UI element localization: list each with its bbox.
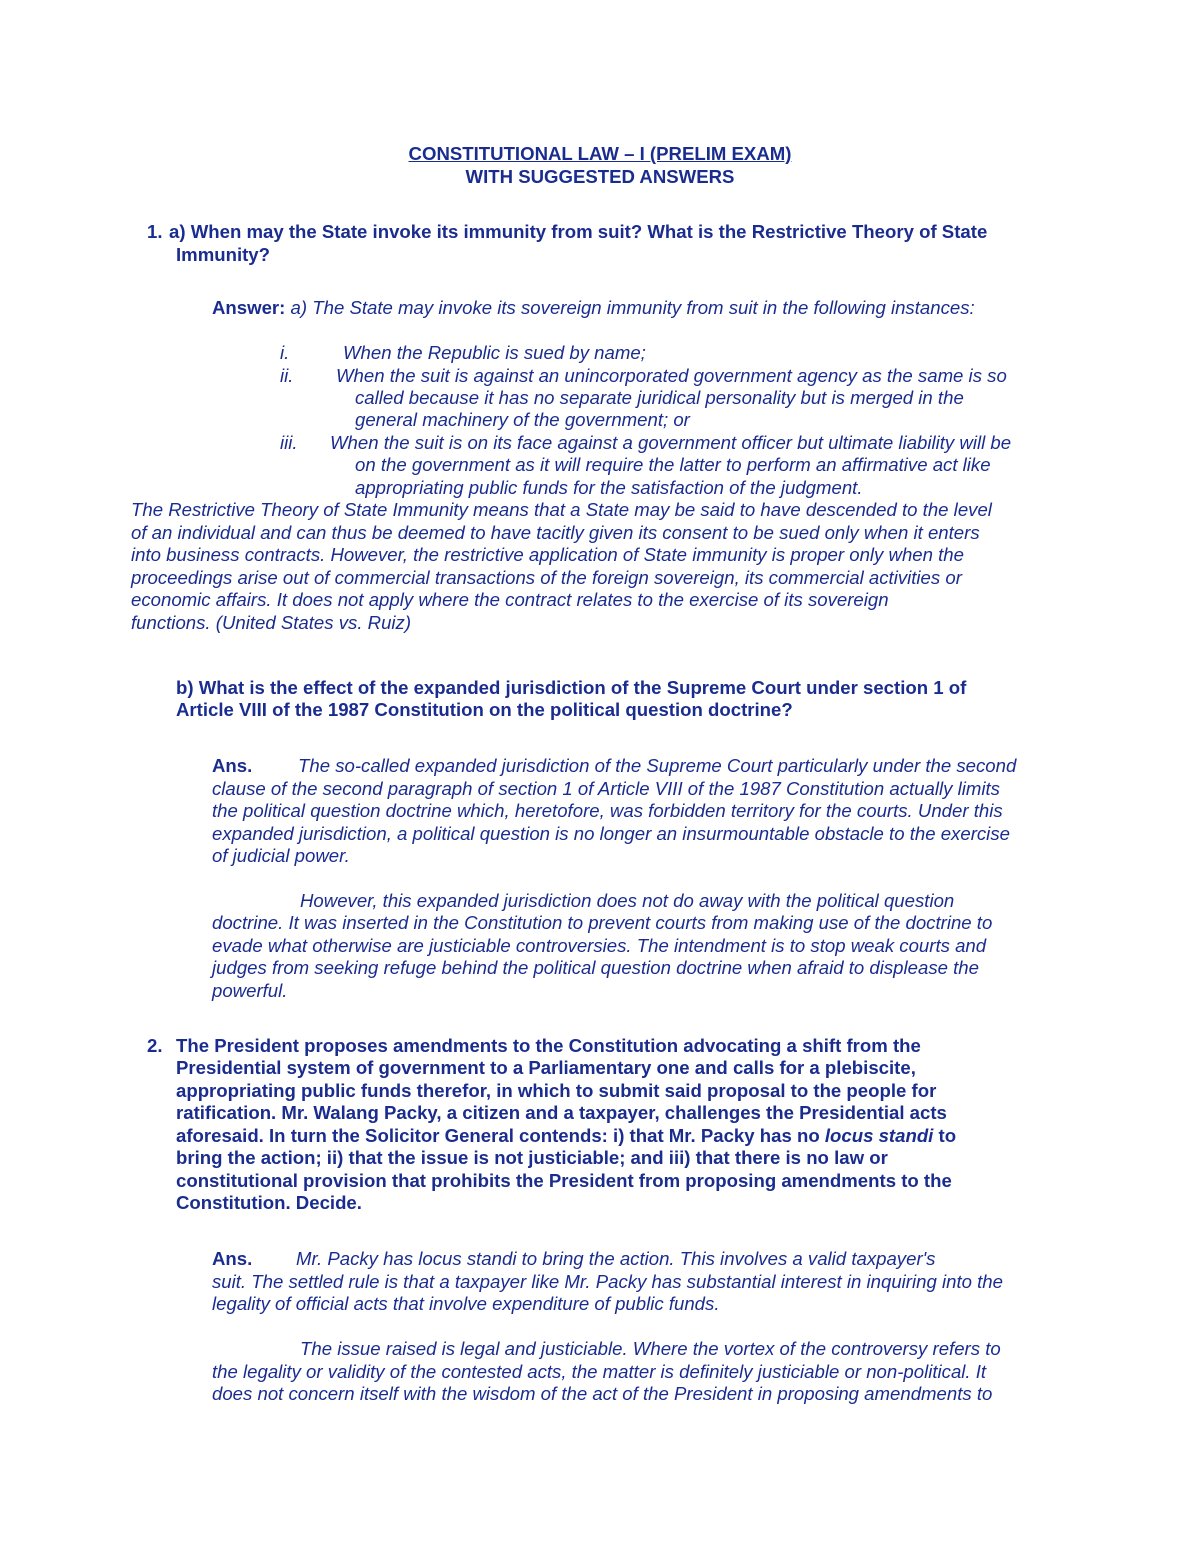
- answer-1b-p2-line-3: evade what otherwise are justiciable controversies. The intendment is to stop weak courts and: [212, 935, 987, 956]
- question-1a-line-2: Immunity?: [176, 244, 271, 265]
- answer-letter: a): [290, 297, 308, 318]
- answer-1a-intro: [212, 297, 975, 319]
- answer-1b-p2-line-1: However, this expanded jurisdiction does not do away with the political question: [300, 890, 955, 911]
- question-2-line-3: appropriating public funds therefor, in which to submit said proposal to the people for: [176, 1080, 937, 1101]
- document-title: CONSTITUTIONAL LAW – I (PRELIM EXAM): [408, 143, 792, 164]
- question-2-line-5-end: to: [933, 1125, 957, 1146]
- question-1b-line-2: Article VIII of the 1987 Constitution on the political question doctrine?: [176, 699, 793, 720]
- answer-2-p2-line-2: the legality or validity of the contested acts, the matter is definitely justiciable or non-political. It: [212, 1361, 987, 1382]
- question-1a-line-1: a) When may the State invoke its immunity from suit? What is the Restrictive Theory of State: [169, 221, 988, 242]
- question-2-line-6: bring the action; ii) that the issue is not justiciable; and iii) that there is no law or: [176, 1147, 888, 1168]
- document-subtitle: WITH SUGGESTED ANSWERS: [465, 166, 735, 187]
- question-2-line-5-text: aforesaid. In turn the Solicitor General contends: i) that Mr. Packy has no: [176, 1125, 825, 1146]
- restrictive-theory-line-1: The Restrictive Theory of State Immunity means that a State may be said to have descended to the level: [131, 499, 992, 520]
- answer-1b-p1-line-2: clause of the second paragraph of section 1 of Article VIII of the 1987 Constitution actually limits: [212, 778, 1000, 799]
- instance-ii-line-1: When the suit is against an unincorporated government agency as the same is so: [336, 365, 1007, 386]
- question-2-line-4: ratification. Mr. Walang Packy, a citizen and a taxpayer, challenges the Presidential acts: [176, 1102, 947, 1123]
- instance-ii-number: ii.: [280, 365, 294, 386]
- answer-1b-p2-line-2: doctrine. It was inserted in the Constitution to prevent courts from making use of the doctrine to: [212, 912, 993, 933]
- answer-1b-p1-line-3: the political question doctrine which, heretofore, was forbidden territory for the courts. Under this: [212, 800, 1003, 821]
- instance-ii-line-3: general machinery of the government; or: [355, 409, 690, 430]
- instance-i-number: i.: [280, 342, 290, 363]
- question-2-line-2: Presidential system of government to a Parliamentary one and calls for a plebiscite,: [176, 1057, 916, 1078]
- answer-label: Answer:: [212, 297, 286, 318]
- restrictive-theory-line-2: of an individual and can thus be deemed to have tacitly given its consent to be sued only when it enters: [131, 522, 980, 543]
- answer-2-p1-line-1: Mr. Packy has locus standi to bring the action. This involves a valid taxpayer's: [296, 1248, 936, 1269]
- restrictive-theory-line-3: into business contracts. However, the restrictive application of State immunity is proper only when the: [131, 544, 964, 565]
- answer-2-p2-line-1: The issue raised is legal and justiciable. Where the vortex of the controversy refers to: [300, 1338, 1001, 1359]
- restrictive-theory-line-5: economic affairs. It does not apply where the contract relates to the exercise of its sovereign: [131, 589, 889, 610]
- answer-1b-p1-line-4: expanded jurisdiction, a political question is no longer an insurmountable obstacle to the exercise: [212, 823, 1010, 844]
- question-2-line-7: constitutional provision that prohibits the President from proposing amendments to the: [176, 1170, 952, 1191]
- instance-iii-number: iii.: [280, 432, 298, 453]
- answer-intro-text: The State may invoke its sovereign immunity from suit in the following instances:: [312, 297, 975, 318]
- instance-ii-line-2: called because it has no separate juridical personality but is merged in the: [355, 387, 964, 408]
- question-2-number: 2.: [147, 1035, 163, 1056]
- locus-standi-term: locus standi: [824, 1125, 934, 1146]
- answer-1b-p2-line-4: judges from seeking refuge behind the political question doctrine when afraid to displease the: [212, 957, 979, 978]
- restrictive-theory-line-4: proceedings arise out of commercial transactions of the foreign sovereign, its commercial activities or: [131, 567, 962, 588]
- instance-iii-line-2: on the government as it will require the latter to perform an affirmative act like: [355, 454, 991, 475]
- question-2-line-8: Constitution. Decide.: [176, 1192, 362, 1213]
- answer-2-p1-line-2: suit. The settled rule is that a taxpayer like Mr. Packy has substantial interest in inquiring into the: [212, 1271, 1003, 1292]
- answer-2-label: Ans.: [212, 1248, 253, 1269]
- answer-1b-p1-line-5: of judicial power.: [212, 845, 350, 866]
- answer-2-p2-line-3: does not concern itself with the wisdom of the act of the President in proposing amendments to: [212, 1383, 993, 1404]
- question-2-line-1: The President proposes amendments to the Constitution advocating a shift from the: [176, 1035, 921, 1056]
- instance-iii-line-1: When the suit is on its face against a government officer but ultimate liability will be: [330, 432, 1012, 453]
- answer-2-p1-line-3: legality of official acts that involve expenditure of public funds.: [212, 1293, 720, 1314]
- question-1-number: 1.: [147, 221, 163, 242]
- answer-1b-p1-line-1: The so-called expanded jurisdiction of the Supreme Court particularly under the second: [298, 755, 1017, 776]
- answer-1b-label: Ans.: [212, 755, 253, 776]
- question-1b-line-1: b) What is the effect of the expanded jurisdiction of the Supreme Court under section 1 of: [176, 677, 967, 698]
- answer-1b-p2-line-5: powerful.: [212, 980, 288, 1001]
- question-2-line-5: [176, 1125, 956, 1147]
- instance-i-text: When the Republic is sued by name;: [343, 342, 646, 363]
- instance-iii-line-3: appropriating public funds for the satisfaction of the judgment.: [355, 477, 863, 498]
- restrictive-theory-line-6: functions. (United States vs. Ruiz): [131, 612, 412, 633]
